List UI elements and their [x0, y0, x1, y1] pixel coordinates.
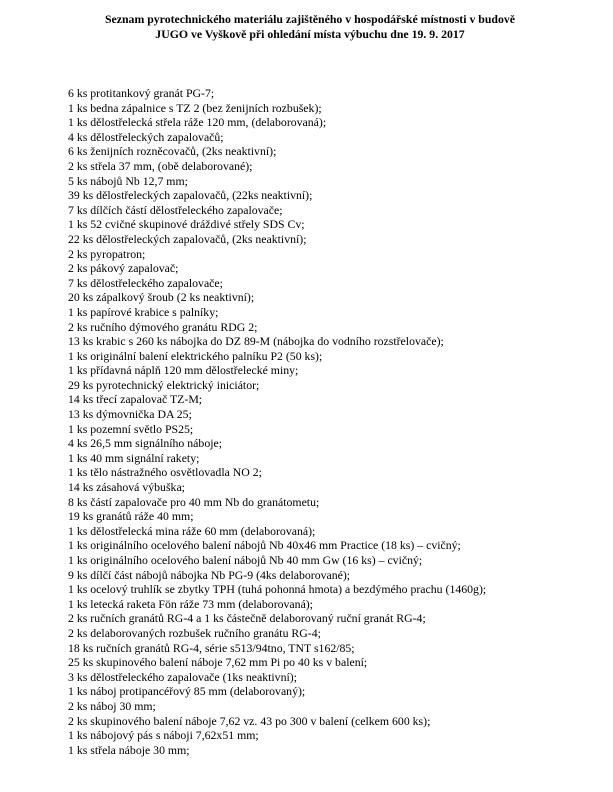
title-line-1: Seznam pyrotechnického materiálu zajištěného v hospodářské místnosti v budově [104, 12, 516, 26]
list-item: 2 ks střela 37 mm, (obě delaborované); [68, 158, 253, 173]
list-item: 2 ks pákový zapalovač; [68, 261, 179, 276]
list-item: 9 ks dílčí část nábojů nábojka Nb PG-9 (4ks delaborované); [68, 567, 351, 582]
list-item: 6 ks protitankový granát PG-7; [68, 86, 215, 100]
list-item: 1 ks přídavná náplň 120 mm dělostřelecké miny; [68, 363, 299, 378]
list-item: 1 ks originálního ocelového balení nábojů Nb 40 mm Gw (16 ks) – cvičný; [68, 553, 423, 567]
list-item: 22 ks dělostřeleckých zapalovačů, (2ks neaktivní); [68, 231, 307, 246]
list-item: 29 ks pyrotechnický elektrický iniciátor; [68, 377, 260, 392]
list-item: 2 ks náboj 30 mm; [68, 698, 156, 713]
list-item: 8 ks částí zapalovače pro 40 mm Nb do granátometu; [68, 494, 320, 509]
list-item: 5 ks nábojů Nb 12,7 mm; [68, 173, 188, 188]
list-item: 39 ks dělostřeleckých zapalovačů, (22ks neaktivní); [68, 188, 313, 203]
list-item: 13 ks dýmovnička DA 25; [68, 407, 192, 422]
list-item: 1 ks tělo nástražného osvětlovadla NO 2; [68, 465, 262, 480]
list-item: 1 ks originálního ocelového balení nábojů Nb 40x46 mm Practice (18 ks) – cvičný; [68, 538, 461, 553]
material-list [68, 86, 608, 757]
document-title [40, 12, 580, 42]
list-item: 1 ks ocelový truhlík se zbytky TPH (tuhá pohonná hmota) a bezdýmého prachu (1460g); [68, 582, 487, 597]
list-item: 1 ks originální balení elektrického palníku P2 (50 ks); [68, 348, 323, 363]
list-item: 2 ks pyropatron; [68, 246, 146, 261]
title-line-2: JUGO ve Vyškově při ohledání místa výbuchu dne 19. 9. 2017 [155, 27, 465, 41]
list-item: 1 ks papírové krabice s palníky; [68, 304, 219, 319]
list-item: 1 ks pozemní světlo PS25; [68, 421, 194, 436]
list-item: 4 ks dělostřeleckých zapalovačů; [68, 129, 224, 144]
list-item: 1 ks bedna zápalnice s TZ 2 (bez ženijních rozbušek); [68, 100, 322, 115]
list-item: 18 ks ručních granátů RG-4, série s513/94tno, TNT s162/85; [68, 640, 355, 655]
list-item: 1 ks dělostřelecká střela ráže 120 mm, (delaborovaná); [68, 115, 327, 130]
list-item: 25 ks skupinového balení náboje 7,62 mm Pi po 40 ks v balení; [68, 655, 368, 670]
list-item: 19 ks granátů ráže 40 mm; [68, 509, 194, 524]
list-item: 6 ks ženijních rozněcovačů, (2ks neaktivní); [68, 144, 277, 159]
list-item: 1 ks střela náboje 30 mm; [68, 742, 190, 757]
list-item: 7 ks dílčích částí dělostřeleckého zapalovače; [68, 202, 283, 217]
list-item: 4 ks 26,5 mm signálního náboje; [68, 436, 223, 451]
list-item: 2 ks delaborovaných rozbušek ručního granátu RG-4; [68, 625, 321, 640]
list-item: 3 ks dělostřeleckého zapalovače (1ks neaktivní); [68, 669, 297, 684]
list-item: 1 ks nábojový pás s náboji 7,62x51 mm; [68, 728, 259, 743]
list-item: 2 ks skupinového balení náboje 7,62 vz. 43 po 300 v balení (celkem 600 ks); [68, 713, 431, 728]
list-item: 14 ks zásahová výbuška; [68, 480, 185, 495]
list-item: 1 ks dělostřelecká mina ráže 60 mm (delaborovaná); [68, 523, 316, 538]
list-item: 1 ks 40 mm signální rakety; [68, 450, 200, 465]
list-item: 7 ks dělostřeleckého zapalovače; [68, 275, 223, 290]
list-item: 2 ks ručního dýmového granátu RDG 2; [68, 319, 258, 334]
list-item: 1 ks náboj protipancéřový 85 mm (delaborovaný); [68, 684, 306, 699]
list-item: 13 ks krabic s 260 ks nábojka do DZ 89-M (nábojka do vodního rozstřelovače); [68, 334, 444, 349]
list-item: 1 ks 52 cvičné skupinové dráždivé střely SDS Cv; [68, 217, 305, 232]
list-item: 2 ks ručních granátů RG-4 a 1 ks částečně delaborovaný ruční granát RG-4; [68, 611, 426, 626]
list-item: 14 ks třecí zapalovač TZ-M; [68, 392, 203, 407]
list-item: 1 ks letecká raketa Fön ráže 73 mm (delaborovaná); [68, 596, 314, 611]
list-item: 20 ks zápalkový šroub (2 ks neaktivní); [68, 290, 255, 305]
